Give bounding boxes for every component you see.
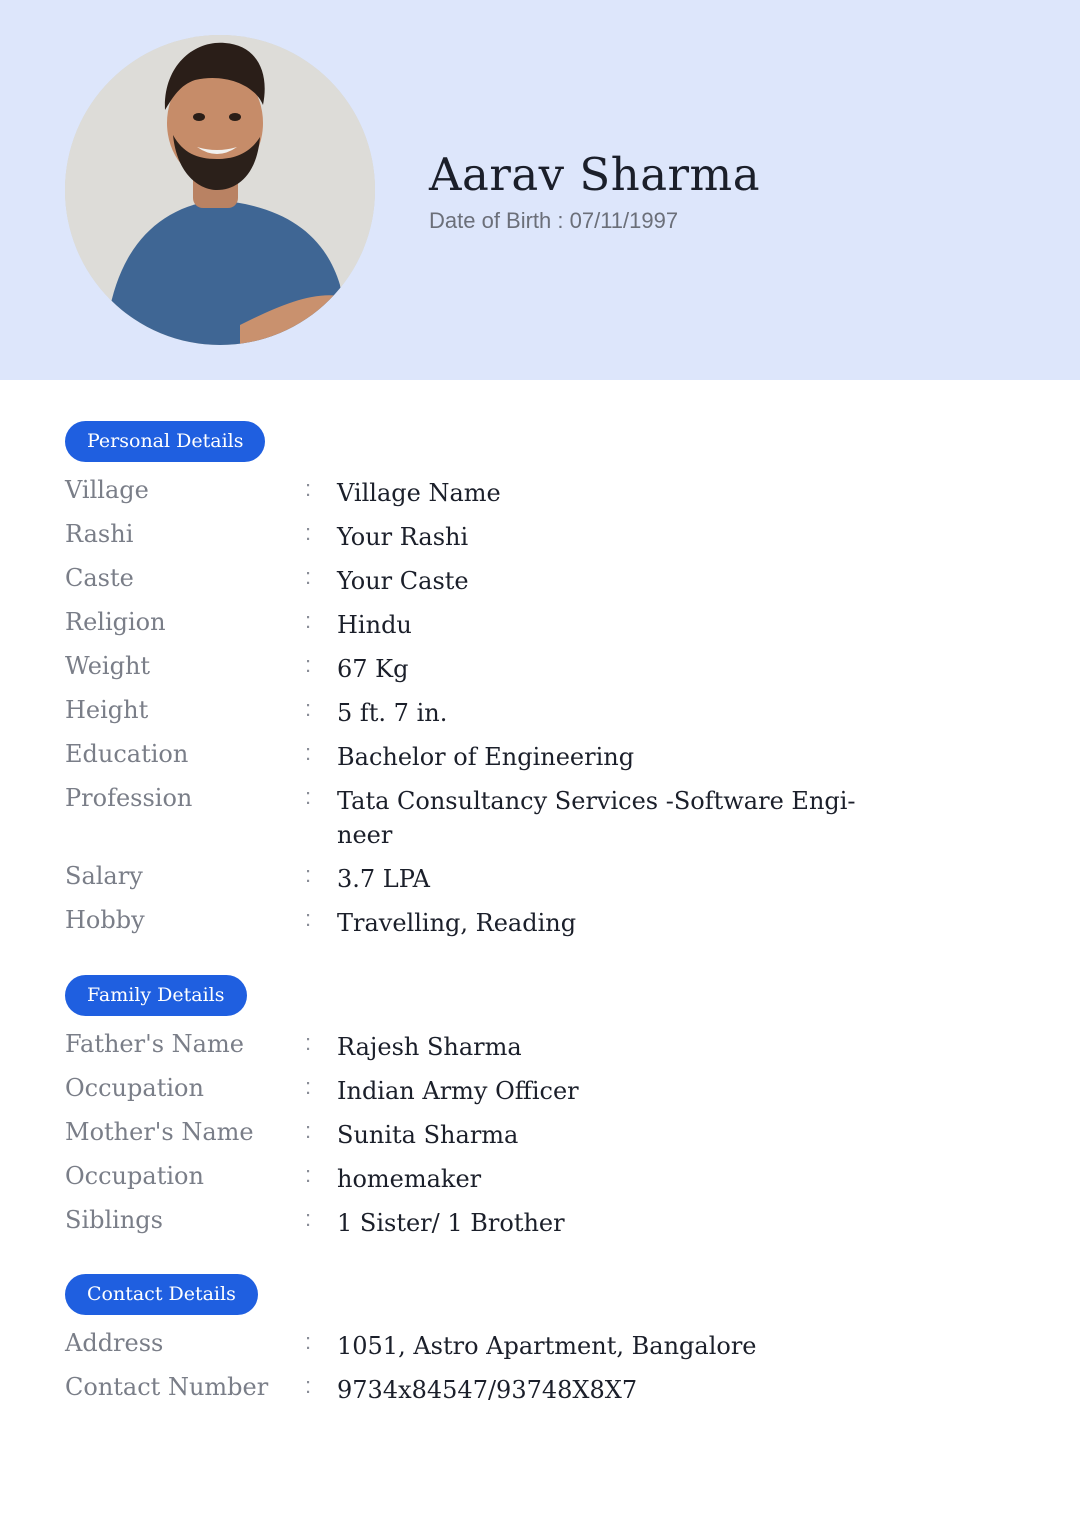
field-value: homemaker [337,1165,482,1193]
separator: : [305,520,312,545]
field-value: 1 Sister/ 1 Brother [337,1209,565,1237]
date-of-birth: Date of Birth : 07/11/1997 [429,208,679,233]
field-label: Education [65,740,189,768]
field-label: Religion [65,608,166,636]
separator: : [305,564,312,589]
field-value: 1051, Astro Apartment, Bangalore [337,1332,757,1360]
contact-details-section [65,1274,965,1404]
personal-details-badge: Personal Details [65,421,265,462]
separator: : [305,1074,312,1099]
field-value: Your Rashi [337,523,469,551]
separator: : [305,740,312,765]
field-value: Indian Army Officer [337,1077,579,1105]
separator: : [305,476,312,501]
profile-photo [65,35,375,345]
separator: : [305,1206,312,1231]
field-value: Tata Consultancy Services -Software Engi- neer [337,787,856,849]
field-value: 3.7 LPA [337,865,431,893]
field-label: Village [65,476,149,504]
separator: : [305,1118,312,1143]
separator: : [305,784,312,809]
field-value: Rajesh Sharma [337,1033,522,1061]
field-label: Hobby [65,906,145,934]
field-value: Village Name [337,479,501,507]
field-label: Occupation [65,1074,204,1102]
contact-details-badge: Contact Details [65,1274,258,1315]
personal-details-section [65,421,965,937]
field-value: Bachelor of Engineering [337,743,635,771]
field-label: Siblings [65,1206,163,1234]
field-label: Mother's Name [65,1118,254,1146]
field-value: 9734x84547/93748X8X7 [337,1376,638,1404]
separator: : [305,906,312,931]
field-label: Address [65,1329,164,1357]
separator: : [305,608,312,633]
field-label: Caste [65,564,134,592]
field-label: Father's Name [65,1030,244,1058]
field-label: Weight [65,652,151,680]
family-details-section [65,975,965,1237]
field-label: Rashi [65,520,134,548]
field-value: Travelling, Reading [337,909,577,937]
separator: : [305,862,312,887]
field-value: 5 ft. 7 in. [337,699,448,727]
family-details-badge: Family Details [65,975,247,1016]
field-label: Profession [65,784,193,812]
separator: : [305,1162,312,1187]
field-value: 67 Kg [337,655,409,683]
profile-name: Aarav Sharma [429,148,761,201]
profile-header [0,0,1080,380]
field-value: Your Caste [337,567,469,595]
separator: : [305,1329,312,1354]
field-label: Height [65,696,149,724]
field-label: Occupation [65,1162,204,1190]
separator: : [305,1373,312,1398]
field-value: Sunita Sharma [337,1121,519,1149]
separator: : [305,696,312,721]
field-value: Hindu [337,611,412,639]
field-label: Salary [65,862,143,890]
field-label: Contact Number [65,1373,269,1401]
separator: : [305,1030,312,1055]
person-illustration [65,35,375,345]
separator: : [305,652,312,677]
